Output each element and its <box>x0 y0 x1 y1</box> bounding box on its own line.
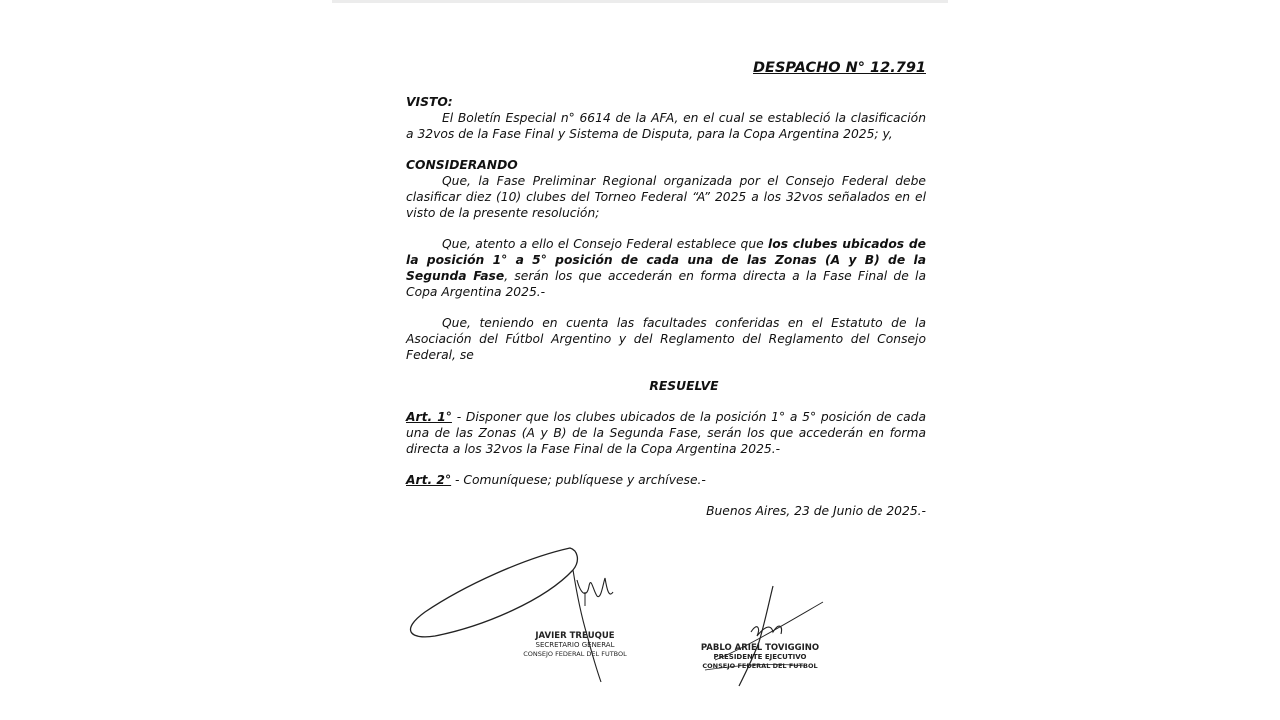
considerando-2-emphasis: los clubes ubicados de la posición 1° a 5° posición de cada una de las Zonas (A y B) de la Segunda Fase <box>406 237 926 283</box>
signature-2-role: PRESIDENTE EJECUTIVO <box>713 653 807 661</box>
resuelve-heading: RESUELVE <box>649 379 719 393</box>
article-1-label: Art. 1° <box>406 410 452 424</box>
article-1 <box>406 409 926 457</box>
considerando-paragraph-3: Que, teniendo en cuenta las facultades conferidas en el Estatuto de la Asociación del Fútbol Argentino y del Reglamento del Reglamento del Consejo Federal, se <box>406 316 926 362</box>
document-title: DESPACHO N° 12.791 <box>753 60 926 76</box>
visto-heading: VISTO: <box>406 95 453 109</box>
signature-2-name: PABLO ARIEL TOVIGGINO <box>700 643 820 653</box>
article-1-text: - Disponer que los clubes ubicados de la posición 1° a 5° posición de cada una de las Zonas (A y B) de la Segunda Fase, serán los que accederán en forma directa a los 32vos la Fase Final de la Copa Argentina 2025.- <box>406 410 926 456</box>
handwritten-signature-1 <box>405 540 645 690</box>
considerando-heading: CONSIDERANDO <box>406 158 518 172</box>
considerando-paragraph-1: Que, la Fase Preliminar Regional organizada por el Consejo Federal debe clasificar diez (10) clubes del Torneo Federal “A” 2025 a los 32vos señalados en el visto de la presente resolución; <box>406 174 926 220</box>
despacho-document <box>406 58 926 519</box>
article-2-text: - Comuníquese; publíquese y archívese.- <box>451 473 706 487</box>
date-line: Buenos Aires, 23 de Junio de 2025.- <box>706 504 926 518</box>
page-top-edge <box>332 0 948 3</box>
signature-1-role: SECRETARIO GENERAL <box>535 641 615 649</box>
signature-2-caption <box>697 644 823 671</box>
considerando-paragraph-2 <box>406 236 926 300</box>
signature-block-president <box>695 582 835 690</box>
signature-1-name: JAVIER TREUQUE <box>535 631 615 641</box>
handwritten-signature-2 <box>695 582 835 690</box>
considerando-2-intro: Que, atento a ello el Consejo Federal establece que <box>442 237 769 251</box>
considerando-2-conclusion: , serán los que accederán en forma directa a la Fase Final de la Copa Argentina 2025.- <box>406 269 926 299</box>
article-2-label: Art. 2° <box>406 473 452 487</box>
signature-1-org: CONSEJO FEDERAL DEL FUTBOL <box>523 650 627 658</box>
article-2 <box>406 472 926 488</box>
signature-1-caption <box>505 632 645 659</box>
signature-block-secretary <box>405 540 645 690</box>
visto-paragraph: El Boletín Especial n° 6614 de la AFA, en el cual se estableció la clasificación a 32vos de la Fase Final y Sistema de Disputa, para la Copa Argentina 2025; y, <box>406 111 926 141</box>
signature-2-org: CONSEJO FEDERAL DEL FUTBOL <box>702 662 818 670</box>
